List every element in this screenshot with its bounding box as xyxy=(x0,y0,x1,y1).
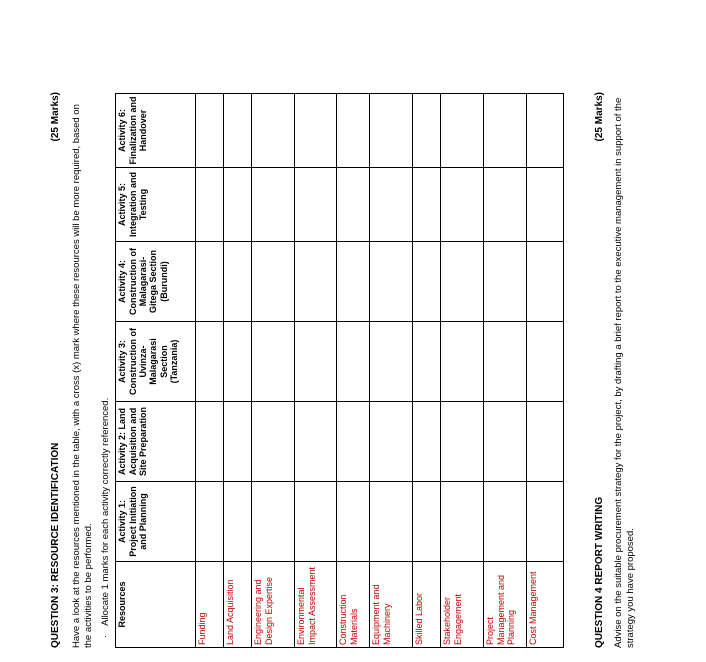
table-row xyxy=(196,94,224,648)
mark-cell-activity-6[interactable] xyxy=(370,94,413,168)
mark-cell-activity-1[interactable] xyxy=(441,482,484,562)
mark-cell-activity-6[interactable] xyxy=(224,94,252,168)
mark-cell-activity-4[interactable] xyxy=(527,242,564,322)
mark-cell-activity-4[interactable] xyxy=(252,242,295,322)
resource-name-cell: Environmental Impact Assessment xyxy=(295,562,337,648)
mark-cell-activity-1[interactable] xyxy=(413,482,441,562)
mark-cell-activity-2[interactable] xyxy=(337,402,370,482)
mark-cell-activity-3[interactable] xyxy=(252,322,295,402)
table-row xyxy=(224,94,252,648)
table-row xyxy=(337,94,370,648)
mark-cell-activity-4[interactable] xyxy=(413,242,441,322)
question-4-title: QUESTION 4 REPORT WRITING xyxy=(594,496,606,648)
mark-cell-activity-2[interactable] xyxy=(441,402,484,482)
mark-cell-activity-6[interactable] xyxy=(252,94,295,168)
mark-cell-activity-5[interactable] xyxy=(337,168,370,242)
resource-name-cell: Construction Materials xyxy=(337,562,370,648)
column-header-activity-4: Activity 4: Construction of Malagarasi-Gitega Section (Burundi) xyxy=(116,242,196,322)
mark-cell-activity-5[interactable] xyxy=(484,168,527,242)
column-header-activity-5: Activity 5: Integration and Testing xyxy=(116,168,196,242)
column-header-activity-1: Activity 1: Project Initiation and Planning xyxy=(116,482,196,562)
mark-cell-activity-2[interactable] xyxy=(224,402,252,482)
question-3-marks: (25 Marks) xyxy=(50,92,61,142)
mark-cell-activity-5[interactable] xyxy=(413,168,441,242)
mark-cell-activity-2[interactable] xyxy=(413,402,441,482)
mark-cell-activity-2[interactable] xyxy=(196,402,224,482)
mark-cell-activity-6[interactable] xyxy=(413,94,441,168)
mark-cell-activity-1[interactable] xyxy=(295,482,337,562)
resource-identification-table xyxy=(115,93,564,648)
table-row xyxy=(441,94,484,648)
mark-cell-activity-6[interactable] xyxy=(295,94,337,168)
table-row xyxy=(252,94,295,648)
question-3-title: QUESTION 3: RESOURCE IDENTIFICATION xyxy=(50,442,61,648)
mark-cell-activity-3[interactable] xyxy=(527,322,564,402)
table-row xyxy=(413,94,441,648)
column-header-activity-6: Activity 6: Finalization and Handover xyxy=(116,94,196,168)
mark-cell-activity-5[interactable] xyxy=(196,168,224,242)
table-row xyxy=(370,94,413,648)
rotated-document-page xyxy=(44,82,662,662)
mark-cell-activity-5[interactable] xyxy=(295,168,337,242)
bullet-dot-icon: · xyxy=(100,634,112,638)
mark-cell-activity-1[interactable] xyxy=(484,482,527,562)
table-row xyxy=(527,94,564,648)
resource-name-cell: Skilled Labor xyxy=(413,562,441,648)
mark-cell-activity-3[interactable] xyxy=(295,322,337,402)
question-3-instruction: Have a look at the resources mentioned in the table, with a cross (x) mark where these resources will be more required, based on the activities to be performed. xyxy=(71,104,94,648)
question-3-header xyxy=(50,92,61,648)
mark-cell-activity-4[interactable] xyxy=(196,242,224,322)
table-row xyxy=(484,94,527,648)
resource-name-cell: Engineering and Design Expertise xyxy=(252,562,295,648)
question-4-marks: (25 Marks) xyxy=(594,92,606,142)
column-header-activity-3: Activity 3: Construction of Uvinza-Malagarasi Section (Tanzania) xyxy=(116,322,196,402)
question-3-bullet-text: Allocate 1 marks for each activity correctly referenced. xyxy=(100,397,112,626)
mark-cell-activity-1[interactable] xyxy=(196,482,224,562)
mark-cell-activity-1[interactable] xyxy=(527,482,564,562)
mark-cell-activity-4[interactable] xyxy=(370,242,413,322)
mark-cell-activity-3[interactable] xyxy=(370,322,413,402)
mark-cell-activity-6[interactable] xyxy=(527,94,564,168)
mark-cell-activity-1[interactable] xyxy=(252,482,295,562)
table-header-row xyxy=(116,94,196,648)
mark-cell-activity-6[interactable] xyxy=(196,94,224,168)
mark-cell-activity-2[interactable] xyxy=(252,402,295,482)
resource-name-cell: Land Acquisition xyxy=(224,562,252,648)
mark-cell-activity-2[interactable] xyxy=(370,402,413,482)
mark-cell-activity-5[interactable] xyxy=(441,168,484,242)
mark-cell-activity-3[interactable] xyxy=(413,322,441,402)
mark-cell-activity-4[interactable] xyxy=(484,242,527,322)
mark-cell-activity-2[interactable] xyxy=(295,402,337,482)
mark-cell-activity-1[interactable] xyxy=(224,482,252,562)
mark-cell-activity-3[interactable] xyxy=(484,322,527,402)
table-body xyxy=(196,94,564,648)
column-header-resources: Resources xyxy=(116,562,196,648)
mark-cell-activity-5[interactable] xyxy=(527,168,564,242)
column-header-activity-2: Activity 2: Land Acquisition and Site Preparation xyxy=(116,402,196,482)
mark-cell-activity-6[interactable] xyxy=(484,94,527,168)
mark-cell-activity-4[interactable] xyxy=(337,242,370,322)
mark-cell-activity-5[interactable] xyxy=(224,168,252,242)
mark-cell-activity-2[interactable] xyxy=(527,402,564,482)
resource-name-cell: Equipment and Machinery xyxy=(370,562,413,648)
mark-cell-activity-4[interactable] xyxy=(224,242,252,322)
mark-cell-activity-5[interactable] xyxy=(252,168,295,242)
resource-name-cell: Project Management and Planning xyxy=(484,562,527,648)
mark-cell-activity-6[interactable] xyxy=(337,94,370,168)
mark-cell-activity-3[interactable] xyxy=(337,322,370,402)
resource-name-cell: Funding xyxy=(196,562,224,648)
mark-cell-activity-1[interactable] xyxy=(337,482,370,562)
mark-cell-activity-5[interactable] xyxy=(370,168,413,242)
question-3-bullet xyxy=(100,92,111,648)
resource-name-cell: Stakeholder Engagement xyxy=(441,562,484,648)
mark-cell-activity-3[interactable] xyxy=(441,322,484,402)
mark-cell-activity-2[interactable] xyxy=(484,402,527,482)
mark-cell-activity-3[interactable] xyxy=(224,322,252,402)
mark-cell-activity-6[interactable] xyxy=(441,94,484,168)
question-4-instruction: Advise on the suitable procurement strategy for the project, by drafting a brief report to the executive management in support of the strategy you have proposed. xyxy=(613,97,636,648)
resource-name-cell: Cost Management xyxy=(527,562,564,648)
mark-cell-activity-4[interactable] xyxy=(441,242,484,322)
mark-cell-activity-3[interactable] xyxy=(196,322,224,402)
table-row xyxy=(295,94,337,648)
question-4-header xyxy=(594,92,605,648)
mark-cell-activity-1[interactable] xyxy=(370,482,413,562)
mark-cell-activity-4[interactable] xyxy=(295,242,337,322)
